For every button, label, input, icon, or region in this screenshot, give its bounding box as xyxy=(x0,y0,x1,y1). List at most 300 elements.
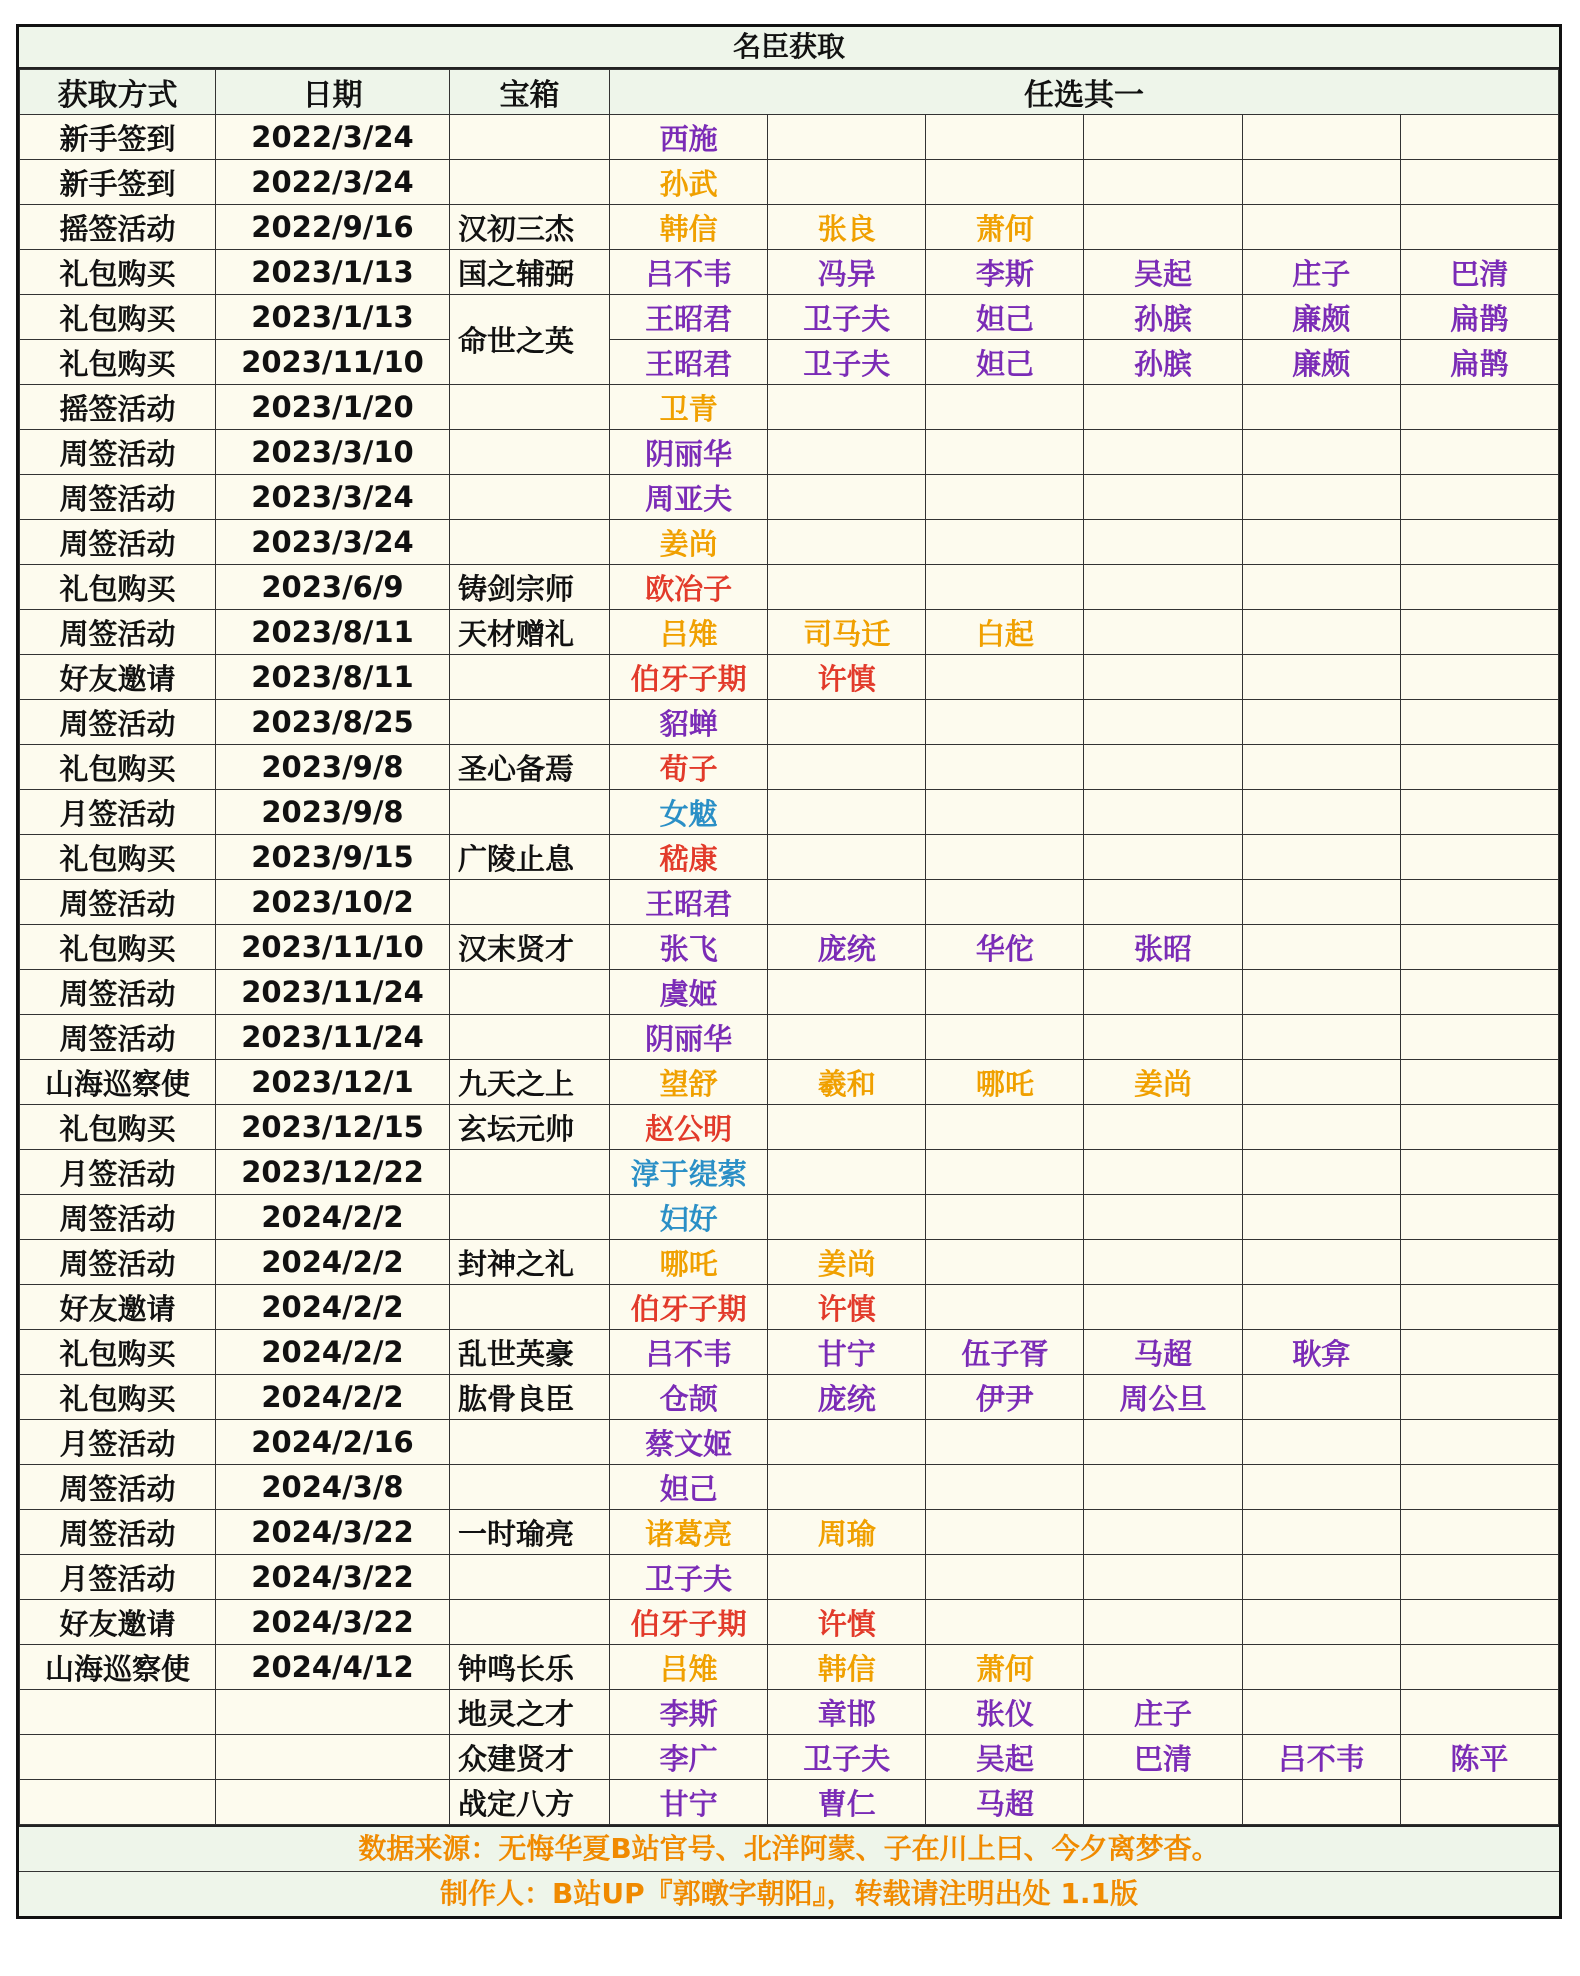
method-cell: 周签活动 xyxy=(20,1510,216,1555)
option-cell xyxy=(1242,1645,1400,1690)
option-cell: 周亚夫 xyxy=(610,475,768,520)
option-cell xyxy=(1084,1780,1242,1825)
table-row xyxy=(20,655,1559,700)
option-cell xyxy=(926,1555,1084,1600)
option-cell xyxy=(1242,880,1400,925)
option-cell xyxy=(1400,475,1558,520)
option-cell: 许慎 xyxy=(768,655,926,700)
option-cell: 妲己 xyxy=(926,340,1084,385)
option-cell: 马超 xyxy=(1084,1330,1242,1375)
option-cell xyxy=(926,160,1084,205)
option-cell xyxy=(1242,700,1400,745)
table-row xyxy=(20,880,1559,925)
option-cell: 羲和 xyxy=(768,1060,926,1105)
option-cell: 伊尹 xyxy=(926,1375,1084,1420)
option-cell xyxy=(1084,430,1242,475)
box-cell: 汉初三杰 xyxy=(450,205,610,250)
option-cell: 陈平 xyxy=(1400,1735,1558,1780)
option-cell xyxy=(926,520,1084,565)
option-cell xyxy=(1400,610,1558,655)
option-cell xyxy=(1400,1150,1558,1195)
option-cell: 吕雉 xyxy=(610,1645,768,1690)
table-row xyxy=(20,565,1559,610)
option-cell: 周瑜 xyxy=(768,1510,926,1555)
box-cell xyxy=(450,790,610,835)
box-cell xyxy=(450,385,610,430)
table-row xyxy=(20,160,1559,205)
option-cell xyxy=(1400,700,1558,745)
box-cell xyxy=(450,520,610,565)
option-cell xyxy=(1400,1600,1558,1645)
box-cell: 汉末贤才 xyxy=(450,925,610,970)
option-cell xyxy=(1242,1465,1400,1510)
table-row xyxy=(20,1735,1559,1780)
option-cell xyxy=(926,880,1084,925)
page-title: 名臣获取 xyxy=(19,27,1559,69)
method-cell xyxy=(20,1735,216,1780)
table-row xyxy=(20,1150,1559,1195)
header-row xyxy=(20,70,1559,115)
date-cell: 2023/11/24 xyxy=(216,1015,450,1060)
option-cell: 张昭 xyxy=(1084,925,1242,970)
option-cell: 西施 xyxy=(610,115,768,160)
option-cell: 伯牙子期 xyxy=(610,1285,768,1330)
option-cell xyxy=(1084,745,1242,790)
table-row xyxy=(20,925,1559,970)
option-cell xyxy=(926,1240,1084,1285)
date-cell: 2024/2/16 xyxy=(216,1420,450,1465)
option-cell xyxy=(1242,1555,1400,1600)
box-cell xyxy=(450,430,610,475)
option-cell xyxy=(1084,1150,1242,1195)
option-cell xyxy=(926,700,1084,745)
date-cell xyxy=(216,1690,450,1735)
option-cell: 韩信 xyxy=(610,205,768,250)
box-cell xyxy=(450,700,610,745)
table-row xyxy=(20,1465,1559,1510)
box-cell: 乱世英豪 xyxy=(450,1330,610,1375)
method-cell: 月签活动 xyxy=(20,1555,216,1600)
option-cell: 庞统 xyxy=(768,1375,926,1420)
box-cell: 玄坛元帅 xyxy=(450,1105,610,1150)
option-cell xyxy=(926,1510,1084,1555)
date-cell: 2023/9/15 xyxy=(216,835,450,880)
option-cell xyxy=(1084,205,1242,250)
date-cell: 2024/3/22 xyxy=(216,1600,450,1645)
table-row xyxy=(20,835,1559,880)
option-cell xyxy=(1400,1285,1558,1330)
box-cell: 广陵止息 xyxy=(450,835,610,880)
option-cell xyxy=(1084,880,1242,925)
option-cell xyxy=(768,160,926,205)
date-cell: 2024/2/2 xyxy=(216,1375,450,1420)
option-cell: 庄子 xyxy=(1242,250,1400,295)
option-cell xyxy=(768,880,926,925)
box-cell xyxy=(450,115,610,160)
date-cell: 2023/8/25 xyxy=(216,700,450,745)
box-cell xyxy=(450,1600,610,1645)
date-cell: 2023/12/15 xyxy=(216,1105,450,1150)
option-cell: 姜尚 xyxy=(1084,1060,1242,1105)
option-cell: 哪吒 xyxy=(926,1060,1084,1105)
option-cell xyxy=(1084,115,1242,160)
option-cell: 阴丽华 xyxy=(610,1015,768,1060)
table-row xyxy=(20,1105,1559,1150)
header-date: 日期 xyxy=(216,70,450,115)
method-cell: 礼包购买 xyxy=(20,925,216,970)
option-cell xyxy=(1400,385,1558,430)
method-cell: 礼包购买 xyxy=(20,1330,216,1375)
table-row xyxy=(20,1645,1559,1690)
date-cell: 2023/8/11 xyxy=(216,610,450,655)
option-cell xyxy=(1242,475,1400,520)
date-cell: 2024/3/22 xyxy=(216,1510,450,1555)
table-row xyxy=(20,610,1559,655)
date-cell: 2024/2/2 xyxy=(216,1330,450,1375)
option-cell xyxy=(768,385,926,430)
box-cell xyxy=(450,1195,610,1240)
option-cell: 卫子夫 xyxy=(768,295,926,340)
option-cell xyxy=(926,790,1084,835)
option-cell xyxy=(768,475,926,520)
date-cell: 2023/3/24 xyxy=(216,475,450,520)
table-row xyxy=(20,1555,1559,1600)
option-cell xyxy=(1400,205,1558,250)
method-cell: 好友邀请 xyxy=(20,1600,216,1645)
method-cell: 礼包购买 xyxy=(20,745,216,790)
method-cell: 礼包购买 xyxy=(20,565,216,610)
table-row xyxy=(20,970,1559,1015)
option-cell xyxy=(1084,1015,1242,1060)
date-cell: 2024/2/2 xyxy=(216,1195,450,1240)
option-cell xyxy=(926,655,1084,700)
option-cell xyxy=(1400,1060,1558,1105)
method-cell: 月签活动 xyxy=(20,1420,216,1465)
date-cell: 2022/9/16 xyxy=(216,205,450,250)
option-cell: 王昭君 xyxy=(610,880,768,925)
header-method: 获取方式 xyxy=(20,70,216,115)
box-cell: 众建贤才 xyxy=(450,1735,610,1780)
option-cell: 妲己 xyxy=(610,1465,768,1510)
table-row xyxy=(20,1015,1559,1060)
option-cell: 伯牙子期 xyxy=(610,655,768,700)
option-cell xyxy=(1400,1510,1558,1555)
option-cell: 吕不韦 xyxy=(610,1330,768,1375)
table-row xyxy=(20,205,1559,250)
option-cell: 妇好 xyxy=(610,1195,768,1240)
option-cell: 荀子 xyxy=(610,745,768,790)
box-cell xyxy=(450,1465,610,1510)
date-cell: 2023/1/20 xyxy=(216,385,450,430)
box-cell: 天材赠礼 xyxy=(450,610,610,655)
box-cell: 封神之礼 xyxy=(450,1240,610,1285)
option-cell xyxy=(1242,565,1400,610)
option-cell: 王昭君 xyxy=(610,340,768,385)
date-cell: 2023/9/8 xyxy=(216,745,450,790)
method-cell: 周签活动 xyxy=(20,520,216,565)
option-cell xyxy=(1400,970,1558,1015)
option-cell xyxy=(1084,970,1242,1015)
method-cell: 周签活动 xyxy=(20,880,216,925)
table-row xyxy=(20,1285,1559,1330)
option-cell xyxy=(1242,1600,1400,1645)
option-cell xyxy=(1400,790,1558,835)
box-cell xyxy=(450,655,610,700)
option-cell xyxy=(1400,655,1558,700)
option-cell: 伯牙子期 xyxy=(610,1600,768,1645)
option-cell: 巴清 xyxy=(1084,1735,1242,1780)
option-cell: 许慎 xyxy=(768,1285,926,1330)
method-cell: 礼包购买 xyxy=(20,250,216,295)
method-cell: 摇签活动 xyxy=(20,385,216,430)
date-cell: 2023/11/10 xyxy=(216,925,450,970)
option-cell xyxy=(1084,1510,1242,1555)
option-cell: 张飞 xyxy=(610,925,768,970)
option-cell xyxy=(768,700,926,745)
method-cell: 周签活动 xyxy=(20,1015,216,1060)
box-cell: 圣心备焉 xyxy=(450,745,610,790)
box-cell xyxy=(450,880,610,925)
option-cell xyxy=(1242,835,1400,880)
option-cell xyxy=(1242,610,1400,655)
option-cell xyxy=(1400,880,1558,925)
option-cell: 吕雉 xyxy=(610,610,768,655)
date-cell: 2024/3/8 xyxy=(216,1465,450,1510)
option-cell xyxy=(926,745,1084,790)
option-cell xyxy=(1400,565,1558,610)
footer-author: 制作人：B站UP『郭暾字朝阳』，转载请注明出处 1.1版 xyxy=(19,1871,1559,1916)
option-cell xyxy=(1242,1105,1400,1150)
table-body xyxy=(20,115,1559,1825)
option-cell: 张仪 xyxy=(926,1690,1084,1735)
option-cell: 周公旦 xyxy=(1084,1375,1242,1420)
table-row xyxy=(20,745,1559,790)
option-cell xyxy=(1084,1465,1242,1510)
option-cell: 曹仁 xyxy=(768,1780,926,1825)
option-cell: 韩信 xyxy=(768,1645,926,1690)
table-row xyxy=(20,340,1559,385)
date-cell xyxy=(216,1735,450,1780)
option-cell xyxy=(1242,520,1400,565)
option-cell xyxy=(768,520,926,565)
option-cell xyxy=(926,565,1084,610)
table-row xyxy=(20,1195,1559,1240)
option-cell xyxy=(768,1555,926,1600)
option-cell xyxy=(768,835,926,880)
option-cell xyxy=(1242,1780,1400,1825)
method-cell: 礼包购买 xyxy=(20,295,216,340)
date-cell: 2023/12/22 xyxy=(216,1150,450,1195)
option-cell: 萧何 xyxy=(926,1645,1084,1690)
date-cell: 2023/1/13 xyxy=(216,250,450,295)
option-cell xyxy=(1400,1240,1558,1285)
option-cell xyxy=(926,1150,1084,1195)
method-cell: 周签活动 xyxy=(20,430,216,475)
option-cell xyxy=(1242,655,1400,700)
table-row xyxy=(20,115,1559,160)
option-cell xyxy=(768,790,926,835)
date-cell: 2023/6/9 xyxy=(216,565,450,610)
option-cell: 仓颉 xyxy=(610,1375,768,1420)
date-cell: 2024/2/2 xyxy=(216,1285,450,1330)
option-cell: 赵公明 xyxy=(610,1105,768,1150)
option-cell xyxy=(1084,1420,1242,1465)
option-cell xyxy=(1400,1645,1558,1690)
option-cell xyxy=(1400,520,1558,565)
option-cell xyxy=(1400,1780,1558,1825)
method-cell: 好友邀请 xyxy=(20,655,216,700)
option-cell: 王昭君 xyxy=(610,295,768,340)
option-cell: 妲己 xyxy=(926,295,1084,340)
option-cell: 貂蝉 xyxy=(610,700,768,745)
header-choose: 任选其一 xyxy=(610,70,1559,115)
option-cell: 李斯 xyxy=(926,250,1084,295)
option-cell xyxy=(768,970,926,1015)
option-cell xyxy=(1084,700,1242,745)
option-cell xyxy=(926,1285,1084,1330)
method-cell: 周签活动 xyxy=(20,1240,216,1285)
option-cell: 扁鹊 xyxy=(1400,295,1558,340)
option-cell: 淳于缇萦 xyxy=(610,1150,768,1195)
option-cell: 李广 xyxy=(610,1735,768,1780)
option-cell: 阴丽华 xyxy=(610,430,768,475)
option-cell xyxy=(1084,655,1242,700)
option-cell xyxy=(768,1105,926,1150)
date-cell: 2024/3/22 xyxy=(216,1555,450,1600)
option-cell xyxy=(926,1105,1084,1150)
table-row xyxy=(20,1060,1559,1105)
table-row xyxy=(20,1420,1559,1465)
box-cell: 命世之英 xyxy=(450,295,610,385)
option-cell xyxy=(1084,385,1242,430)
option-cell: 吴起 xyxy=(926,1735,1084,1780)
option-cell: 卫子夫 xyxy=(768,1735,926,1780)
option-cell xyxy=(768,1465,926,1510)
option-cell xyxy=(1242,385,1400,430)
option-cell: 庄子 xyxy=(1084,1690,1242,1735)
option-cell xyxy=(1400,430,1558,475)
option-cell xyxy=(1084,1195,1242,1240)
option-cell xyxy=(1400,1420,1558,1465)
date-cell: 2023/9/8 xyxy=(216,790,450,835)
date-cell: 2024/4/12 xyxy=(216,1645,450,1690)
option-cell: 卫青 xyxy=(610,385,768,430)
option-cell: 耿弇 xyxy=(1242,1330,1400,1375)
box-cell xyxy=(450,1285,610,1330)
option-cell xyxy=(1084,1240,1242,1285)
method-cell: 山海巡察使 xyxy=(20,1060,216,1105)
option-cell: 张良 xyxy=(768,205,926,250)
table-row xyxy=(20,700,1559,745)
table-row xyxy=(20,1510,1559,1555)
box-cell xyxy=(450,160,610,205)
option-cell xyxy=(1084,520,1242,565)
option-cell: 冯异 xyxy=(768,250,926,295)
option-cell: 卫子夫 xyxy=(610,1555,768,1600)
method-cell xyxy=(20,1780,216,1825)
option-cell xyxy=(1400,1015,1558,1060)
box-cell: 铸剑宗师 xyxy=(450,565,610,610)
option-cell xyxy=(1242,115,1400,160)
method-cell: 周签活动 xyxy=(20,610,216,655)
box-cell: 一时瑜亮 xyxy=(450,1510,610,1555)
date-cell: 2023/3/10 xyxy=(216,430,450,475)
table-row xyxy=(20,790,1559,835)
option-cell: 廉颇 xyxy=(1242,340,1400,385)
option-cell: 白起 xyxy=(926,610,1084,655)
option-cell xyxy=(1400,1330,1558,1375)
table-row xyxy=(20,385,1559,430)
method-cell: 山海巡察使 xyxy=(20,1645,216,1690)
option-cell xyxy=(926,385,1084,430)
option-cell xyxy=(926,1195,1084,1240)
option-cell xyxy=(1084,1600,1242,1645)
option-cell: 甘宁 xyxy=(610,1780,768,1825)
date-cell: 2023/10/2 xyxy=(216,880,450,925)
table-row xyxy=(20,250,1559,295)
box-cell: 地灵之才 xyxy=(450,1690,610,1735)
option-cell xyxy=(1242,1150,1400,1195)
option-cell: 甘宁 xyxy=(768,1330,926,1375)
option-cell: 庞统 xyxy=(768,925,926,970)
date-cell: 2023/11/10 xyxy=(216,340,450,385)
option-cell xyxy=(1084,1645,1242,1690)
option-cell xyxy=(1242,1060,1400,1105)
date-cell: 2023/12/1 xyxy=(216,1060,450,1105)
footer-source: 数据来源：无悔华夏B站官号、北洋阿蒙、子在川上曰、今夕离梦杳。 xyxy=(19,1825,1559,1871)
acquisition-table xyxy=(19,69,1559,1825)
option-cell xyxy=(1084,1285,1242,1330)
option-cell: 孙武 xyxy=(610,160,768,205)
option-cell: 李斯 xyxy=(610,1690,768,1735)
box-cell xyxy=(450,1015,610,1060)
table-row xyxy=(20,1240,1559,1285)
option-cell xyxy=(1242,1240,1400,1285)
method-cell: 礼包购买 xyxy=(20,340,216,385)
option-cell xyxy=(926,1420,1084,1465)
date-cell: 2023/8/11 xyxy=(216,655,450,700)
table-row xyxy=(20,520,1559,565)
option-cell xyxy=(768,1195,926,1240)
option-cell xyxy=(1242,430,1400,475)
date-cell xyxy=(216,1780,450,1825)
option-cell: 欧冶子 xyxy=(610,565,768,610)
table-row xyxy=(20,295,1559,340)
table-row xyxy=(20,1600,1559,1645)
option-cell xyxy=(1242,1420,1400,1465)
box-cell: 钟鸣长乐 xyxy=(450,1645,610,1690)
table-row xyxy=(20,475,1559,520)
method-cell: 周签活动 xyxy=(20,970,216,1015)
option-cell xyxy=(768,115,926,160)
option-cell xyxy=(926,1600,1084,1645)
option-cell: 诸葛亮 xyxy=(610,1510,768,1555)
option-cell xyxy=(1242,205,1400,250)
option-cell xyxy=(1400,1105,1558,1150)
option-cell: 吴起 xyxy=(1084,250,1242,295)
option-cell xyxy=(1084,475,1242,520)
date-cell: 2022/3/24 xyxy=(216,115,450,160)
method-cell: 周签活动 xyxy=(20,700,216,745)
option-cell: 哪吒 xyxy=(610,1240,768,1285)
option-cell: 司马迁 xyxy=(768,610,926,655)
box-cell: 战定八方 xyxy=(450,1780,610,1825)
option-cell xyxy=(1242,745,1400,790)
option-cell: 吕不韦 xyxy=(1242,1735,1400,1780)
header-box: 宝箱 xyxy=(450,70,610,115)
option-cell: 伍子胥 xyxy=(926,1330,1084,1375)
option-cell: 华佗 xyxy=(926,925,1084,970)
